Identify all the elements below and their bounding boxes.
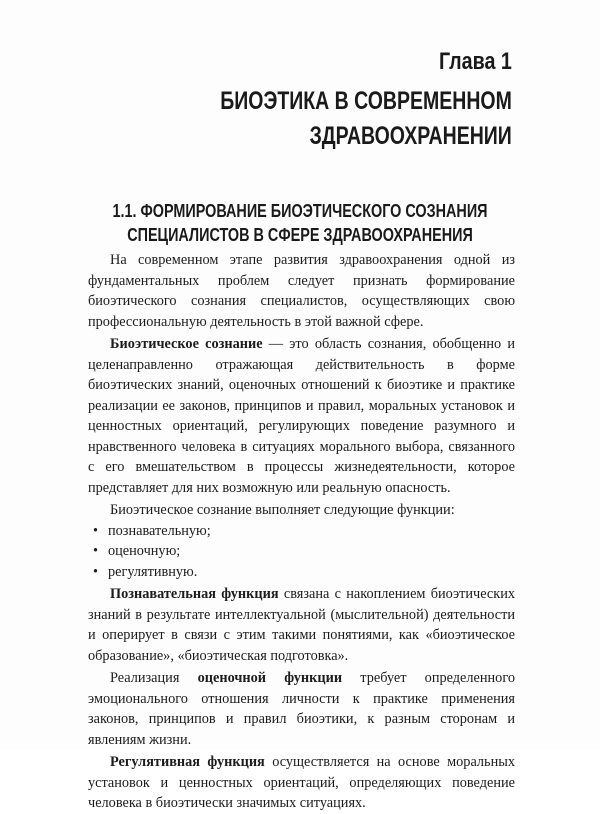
chapter-title-line-1: БИОЭТИКА В СОВРЕМЕННОМ (220, 87, 512, 115)
evaluative-function-lead: Реализация (110, 670, 198, 686)
section-heading-line-1: 1.1. ФОРМИРОВАНИЕ БИОЭТИЧЕСКОГО СОЗНАНИЯ (112, 201, 488, 221)
section-heading-line-2: СПЕЦИАЛИСТОВ В СФЕРЕ ЗДРАВООХРАНЕНИЯ (127, 225, 473, 245)
cognitive-function-text: связана с накоплением биоэтических знаний в результате интеллектуальной (мыслительной) деятельности и оперирует в связи с этим такими понятиями, как «биоэтическое образование», «биоэтическая подготовка». (88, 586, 515, 664)
list-item-text: регулятивную. (108, 563, 198, 580)
list-item-text: познавательную; (108, 522, 211, 539)
chapter-title-line-2: ЗДРАВООХРАНЕНИИ (309, 122, 512, 150)
paragraph-intro: На современном этапе развития здравоохранения одной из фундаментальных проблем следует признать формирование биоэтического сознания специалистов, осуществляющих свою профессиональную деятельность в этой важной сфере. (88, 252, 515, 330)
term-bioethical-consciousness: Биоэтическое сознание (110, 336, 263, 352)
section-heading (0, 199, 600, 247)
bullet-icon: • (93, 522, 99, 539)
chapter-title (220, 84, 512, 154)
paragraph-regulative-function (88, 752, 515, 814)
body-text (88, 250, 515, 814)
list-item (88, 521, 515, 542)
list-item (88, 562, 515, 583)
definition-text: — это область сознания, обобщенно и целенаправленно отражающая действительность в форме биоэтических знаний, оценочных отношений к биоэтике и практике реализации ее законов, принципов и правил, моральных установок и ценностных ориентаций, регулирующих поведение разумного и нравственного человека в ситуациях морального выбора, связанного с его вмешательством в процессы жизнедеятельности, которое представляет для них возможную или реальную опасность. (88, 336, 515, 496)
evaluative-function-text: требует определенного эмоционального отношения личности к практике применения законов, принципов и правил биоэтики, к разным сторонам и явлениям жизни. (88, 670, 515, 748)
paragraph-functions-intro: Биоэтическое сознание выполняет следующие функции: (110, 502, 455, 518)
term-evaluative-function: оценочной функции (197, 670, 343, 686)
list-item (88, 541, 515, 562)
term-cognitive-function: Познавательная функция (110, 586, 279, 602)
paragraph-definition (88, 334, 515, 498)
paragraph-cognitive-function (88, 584, 515, 666)
bullet-icon: • (93, 563, 99, 580)
bullet-icon: • (93, 543, 99, 559)
chapter-label: Глава 1 (439, 48, 512, 75)
functions-list (88, 521, 515, 583)
paragraph-evaluative-function (88, 668, 515, 750)
list-item-text: оценочную; (108, 543, 181, 559)
regulative-function-text: осуществляется на основе моральных установок и ценностных ориентаций, определяющих поведение человека в биоэтически значимых ситуациях. (88, 754, 515, 811)
term-regulative-function: Регулятивная функция (110, 754, 265, 770)
